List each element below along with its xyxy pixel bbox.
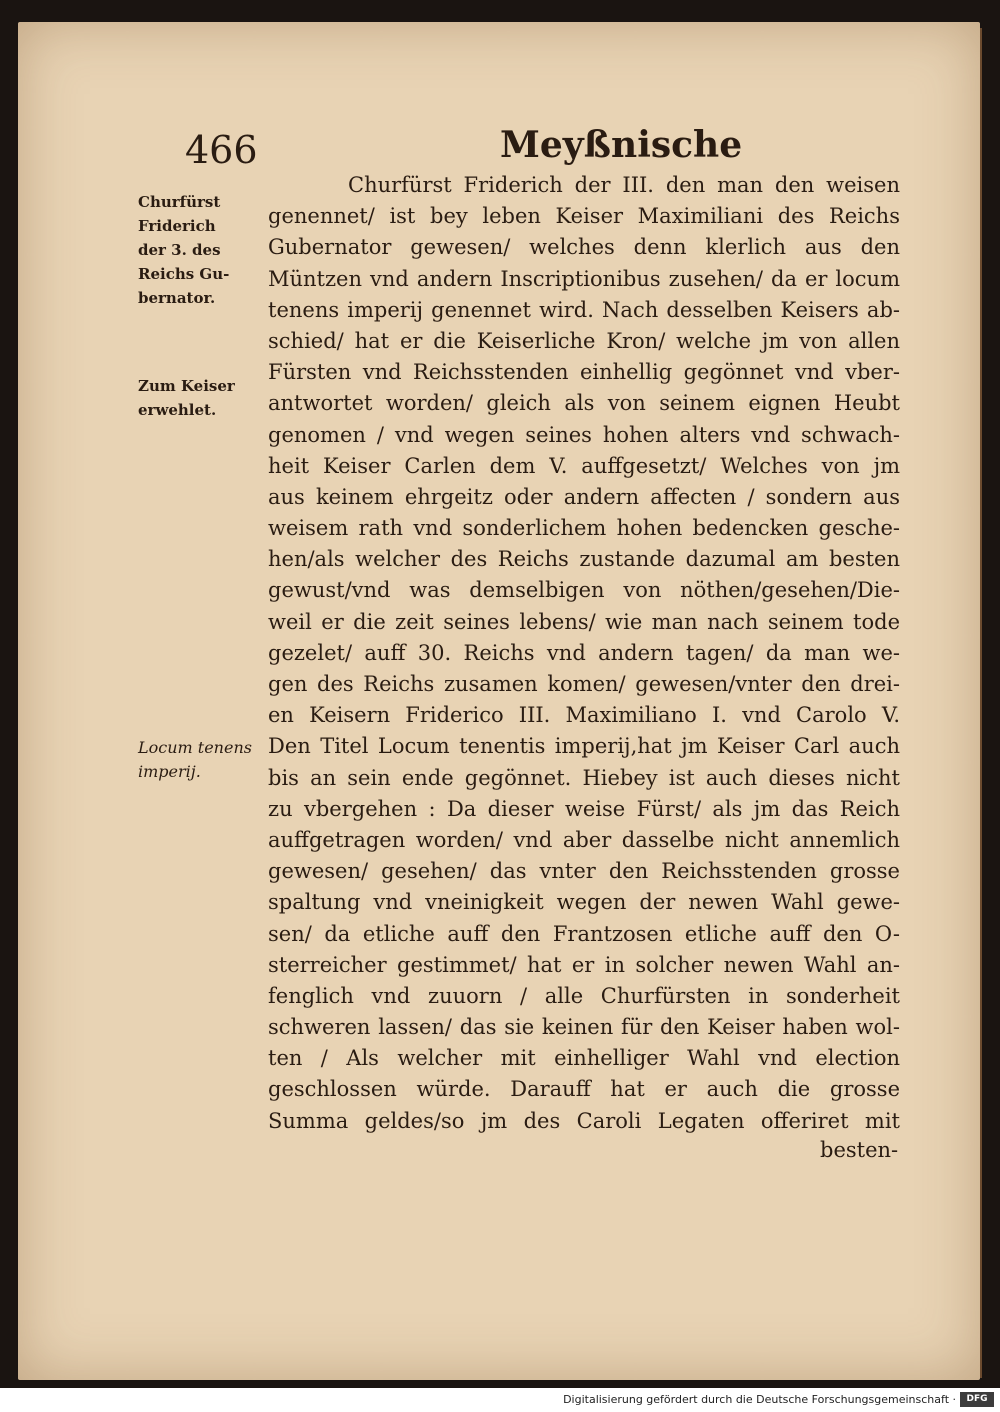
- text-line: Müntzen vnd andern Inscriptionibus zusehen/ da er locum: [268, 266, 900, 291]
- text-line: gewesen/ gesehen/ das vnter den Reichsstenden grosse: [268, 859, 900, 884]
- text-line: Gubernator gewesen/ welches denn klerlich aus den: [268, 235, 900, 260]
- margin-note-keiser: [138, 374, 266, 422]
- margin-note-line: erwehlet.: [138, 401, 217, 419]
- margin-note-line: Reichs Gu-: [138, 265, 230, 283]
- text-line: schweren lassen/ das sie keinen für den Keiser haben wol-: [268, 1015, 900, 1040]
- page-number: 466: [185, 128, 258, 172]
- text-line: en Keisern Friderico III. Maximiliano I. vnd Carolo V.: [268, 703, 900, 728]
- text-line: Fürsten vnd Reichsstenden einhellig gegönnet vnd vber-: [268, 360, 900, 385]
- margin-note-line: bernator.: [138, 289, 216, 307]
- funding-notice: Digitalisierung gefördert durch die Deutsche Forschungsgemeinschaft ·: [563, 1393, 956, 1406]
- text-line: fenglich vnd zuuorn / alle Churfürsten in sonderheit: [268, 983, 900, 1008]
- text-line: zu vbergehen : Da dieser weise Fürst/ als jm das Reich: [268, 796, 900, 821]
- text-line: ten / Als welcher mit einhelliger Wahl vnd election: [268, 1046, 900, 1071]
- margin-note-line: Friderich: [138, 217, 216, 235]
- margin-note-line: imperij.: [138, 762, 201, 781]
- text-line: aus keinem ehrgeitz oder andern affecten / sondern aus: [268, 484, 900, 509]
- text-line: gezelet/ auff 30. Reichs vnd andern tagen/ da man we-: [268, 640, 900, 665]
- text-line: bis an sein ende gegönnet. Hiebey ist auch dieses nicht: [268, 765, 900, 790]
- margin-note-line: Churfürst: [138, 193, 221, 211]
- text-line: Summa geldes/so jm des Caroli Legaten offeriret mit: [268, 1108, 900, 1133]
- margin-note-line: Zum Keiser: [138, 377, 235, 395]
- text-line: sen/ da etliche auff den Frantzosen etliche auff den O-: [268, 921, 900, 946]
- footer-bar: [0, 1388, 1000, 1412]
- catchword: besten-: [820, 1138, 899, 1162]
- text-line: Churfürst Friderich der III. den man den weisen: [348, 173, 900, 197]
- body-text: [268, 170, 900, 1137]
- text-line: spaltung vnd vneinigkeit wegen der newen Wahl gewe-: [268, 890, 900, 915]
- text-line: weil er die zeit seines lebens/ wie man nach seinem tode: [268, 609, 900, 634]
- margin-note-line: der 3. des: [138, 241, 221, 259]
- margin-note-churfuerst: [138, 190, 266, 310]
- text-line: gen des Reichs zusamen komen/ gewesen/vnter den drei-: [268, 672, 900, 696]
- text-line: weisem rath vnd sonderlichem hohen bedencken gesche-: [268, 516, 900, 541]
- text-line: antwortet worden/ gleich als von seinem eignen Heubt: [268, 391, 900, 416]
- text-line: schied/ hat er die Keiserliche Kron/ welche jm von allen: [268, 328, 900, 353]
- text-line: sterreicher gestimmet/ hat er in solcher newen Wahl an-: [268, 952, 900, 977]
- text-line: genomen / vnd wegen seines hohen alters vnd schwach-: [268, 422, 900, 447]
- text-line: Den Titel Locum tenentis imperij,hat jm Keiser Carl auch: [268, 734, 900, 759]
- text-line: auffgetragen worden/ vnd aber dasselbe nicht annemlich: [268, 827, 900, 852]
- text-line: heit Keiser Carlen dem V. auffgesetzt/ Welches von jm: [268, 453, 900, 478]
- text-line: tenens imperij genennet wird. Nach desselben Keisers ab-: [268, 297, 900, 322]
- text-line: genennet/ ist bey leben Keiser Maximiliani des Reichs: [268, 204, 900, 229]
- text-line: hen/als welcher des Reichs zustande dazumal am besten: [268, 547, 900, 572]
- dfg-logo-icon: DFG: [960, 1392, 994, 1407]
- running-head: Meyßnische: [500, 124, 743, 166]
- margin-note-locum-tenens: [138, 736, 266, 784]
- text-line: gewust/vnd was demselbigen von nöthen/gesehen/Die-: [268, 578, 900, 603]
- text-line: geschlossen würde. Darauff hat er auch die grosse: [268, 1077, 900, 1102]
- margin-note-line: Locum tenens: [138, 738, 252, 757]
